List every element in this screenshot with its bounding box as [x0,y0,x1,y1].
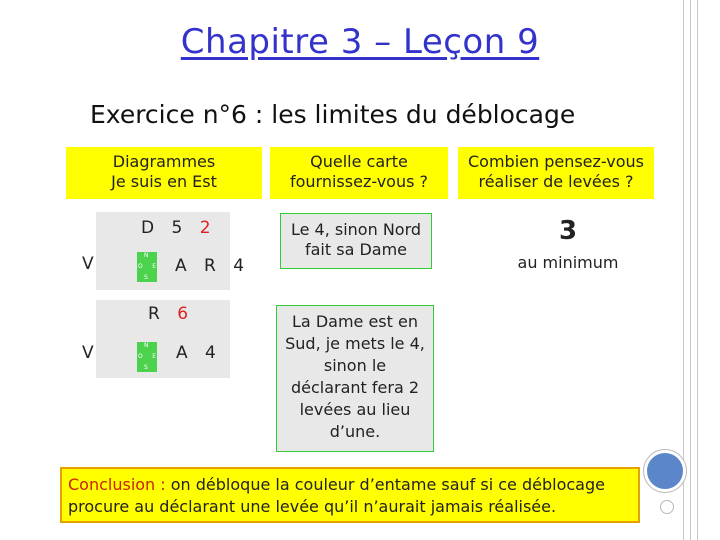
card-answer-2-line: La Dame est en [292,312,418,331]
card-answer-2-line: Sud, je mets le 4, [285,334,425,353]
diagram-1-east-hand: A R 4 [175,256,251,276]
diagram-1-north-hand [141,218,217,238]
card-answer-1 [280,213,432,269]
diagram-2-west-card: V [82,343,94,363]
conclusion-text-2: procure au déclarant une levée qu’il n’aurait jamais réalisée. [68,497,557,516]
compass-o: O [138,263,143,270]
diagram-2-east-hand: A 4 [176,343,222,363]
card-answer-1-line2: fait sa Dame [304,240,408,259]
conclusion-text-1: on débloque la couleur d’entame sauf si ce déblocage [165,475,605,494]
frame-line [683,0,684,540]
diagram-2-north-cards: R [148,304,166,324]
header-card [270,147,448,199]
frame-line [697,0,698,540]
header-diagrams-line2: Je suis en Est [111,172,217,191]
header-diagrams [66,147,262,199]
diagram-1-west-card: V [82,254,94,274]
diagram-1-north-red-card: 2 [199,218,217,238]
header-diagrams-line1: Diagrammes [112,152,216,171]
diagram-2-north-red-card: 6 [177,304,195,324]
decorative-circle [644,450,686,492]
diagram-2-compass-icon [137,342,157,372]
tricks-label: au minimum [517,253,619,272]
decorative-circle-small [660,500,674,514]
card-answer-1-line1: Le 4, sinon Nord [290,220,422,239]
compass-n: N [144,252,149,259]
diagram-1-north-cards: D 5 [141,218,189,238]
card-answer-2-line: d’une. [329,422,381,441]
compass-e: E [152,263,156,270]
card-answer-2 [276,305,434,452]
card-answer-2-line: sinon le [323,356,387,375]
compass-o: O [138,353,143,360]
header-tricks [458,147,654,199]
conclusion-line-1 [68,474,632,496]
compass-s: S [144,274,148,281]
conclusion-lead: Conclusion : [68,475,166,494]
frame-line [690,0,691,540]
conclusion-box [60,467,640,523]
tricks-number: 3 [558,216,578,246]
diagram-2-north-hand [148,304,194,324]
compass-e: E [152,353,156,360]
exercise-subtitle: Exercice n°6 : les limites du déblocage [90,100,576,129]
header-card-line2: fournissez-vous ? [289,172,428,191]
card-answer-2-line: déclarant fera 2 [290,378,420,397]
header-tricks-line2: réaliser de levées ? [478,172,634,191]
header-tricks-line1: Combien pensez-vous [467,152,644,171]
compass-n: N [144,342,149,349]
page-title: Chapitre 3 – Leçon 9 [180,22,540,62]
diagram-1-compass-icon [137,252,157,282]
card-answer-2-line: levées au lieu [299,400,411,419]
header-card-line1: Quelle carte [310,152,408,171]
compass-s: S [144,364,148,371]
